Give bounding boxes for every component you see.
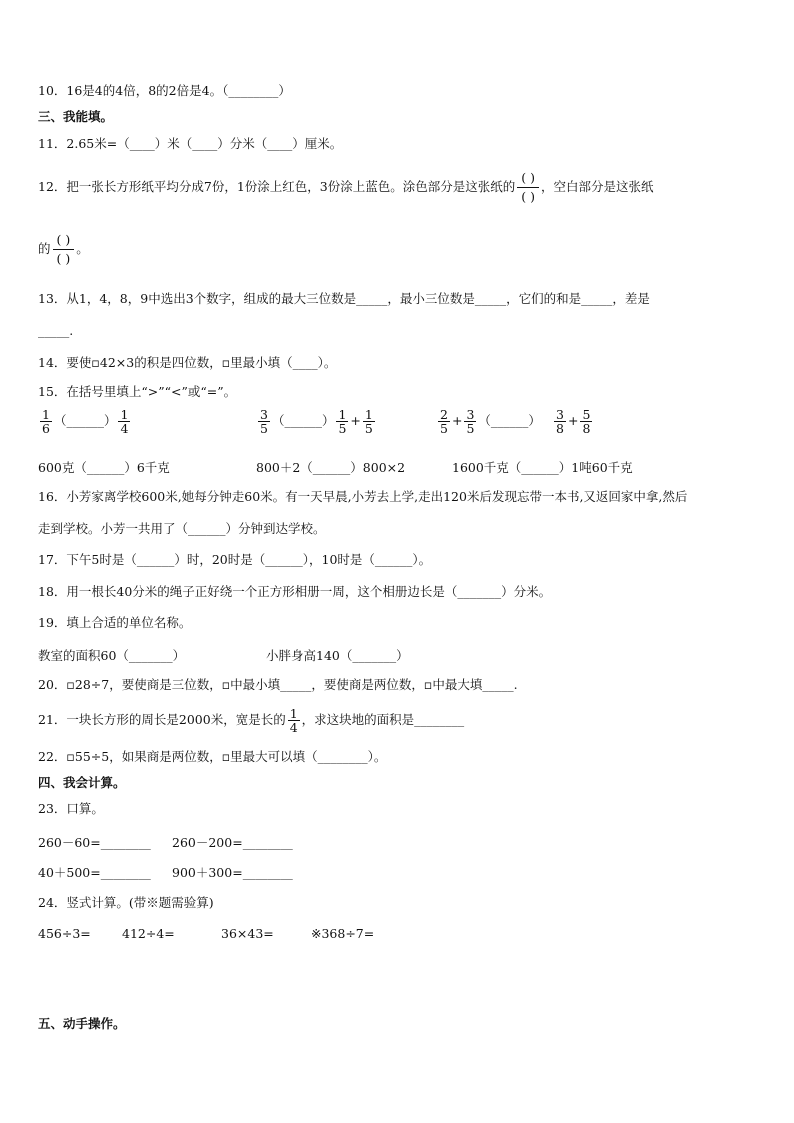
fraction-blank: $\frac{( )}{( )}$ <box>517 169 539 206</box>
fraction-blank: $\frac{( )}{( )}$ <box>53 231 75 268</box>
compare-item-5: 600克（______）6千克 <box>38 460 170 475</box>
question-13: 13．从1，4，8，9中选出3个数字，组成的最大三位数是_____，最小三位数是_____，它们的和是_____，差是 <box>38 291 650 306</box>
compare-item-1: $\frac{1}{6}$ （______） $\frac{1}{4}$ <box>42 407 129 436</box>
mental-calc-item: 40＋500=________ <box>38 865 151 880</box>
compare-item-4: $\frac{3}{8}$ + $\frac{5}{8}$ <box>556 407 591 436</box>
question-19: 19．填上合适的单位名称。 <box>38 615 192 630</box>
question-19-a: 教室的面积60（_______） <box>38 648 186 663</box>
question-24: 24．竖式计算。(带※题需验算) <box>38 895 214 910</box>
question-23: 23．口算。 <box>38 801 104 816</box>
question-12-cont: 的 $\frac{( )}{( )}$ 。 <box>38 232 89 266</box>
question-15: 15．在括号里填上“>”“<”或“=”。 <box>38 384 237 399</box>
question-12-text-mid: ，空白部分是这张纸 <box>541 179 654 194</box>
mental-calc-item: 260－60=________ <box>38 835 151 850</box>
mental-calc-item: 900＋300=________ <box>172 865 293 880</box>
compare-item-6: 800＋2（______）800×2 <box>256 460 406 475</box>
question-10: 10．16是4的4倍，8的2倍是4。（________） <box>38 83 291 98</box>
question-21: 21．一块长方形的周长是2000米，宽是长的 $\frac{1}{4}$ ，求这块地的面积是________ <box>38 706 465 735</box>
question-18: 18．用一根长40分米的绳子正好绕一个正方形相册一周，这个相册边长是（_______）分米。 <box>38 584 552 599</box>
question-13-cont: _____. <box>38 323 74 338</box>
written-calc-item: 412÷4= <box>122 926 175 941</box>
question-22: 22．▫55÷5，如果商是两位数，▫里最大可以填（________）。 <box>38 749 387 764</box>
written-calc-item: ※368÷7= <box>311 926 375 941</box>
question-11: 11．2.65米=（____）米（____）分米（____）厘米。 <box>38 136 343 151</box>
section-4-title: 四、我会计算。 <box>38 775 126 790</box>
question-16-cont: 走到学校。小芳一共用了（______）分钟到达学校。 <box>38 521 326 536</box>
compare-item-7: 1600千克（______）1吨60千克 <box>452 460 633 475</box>
written-calc-item: 456÷3= <box>38 926 91 941</box>
question-12-text: 12．把一张长方形纸平均分成7份，1份涂上红色，3份涂上蓝色。涂色部分是这张纸的 <box>38 179 516 194</box>
fraction: $\frac{1}{4}$ <box>289 706 298 735</box>
compare-item-3: $\frac{2}{5}$ + $\frac{3}{5}$ （______） <box>440 407 541 436</box>
question-12 <box>38 168 654 206</box>
question-20: 20．▫28÷7，要使商是三位数，▫中最小填_____，要使商是两位数，▫中最大填_____. <box>38 677 518 692</box>
question-16: 16．小芳家离学校600米,她每分钟走60米。有一天早晨,小芳去上学,走出120米后发现忘带一本书,又返回家中拿,然后 <box>38 489 688 504</box>
section-5-title: 五、动手操作。 <box>38 1016 126 1031</box>
question-19-b: 小胖身高140（_______） <box>266 648 409 663</box>
section-3-title: 三、我能填。 <box>38 109 114 124</box>
mental-calc-item: 260－200=________ <box>172 835 293 850</box>
compare-item-2: $\frac{3}{5}$ （______） $\frac{1}{5}$ + $\frac{1}{5}$ <box>260 407 373 436</box>
written-calc-item: 36×43= <box>221 926 274 941</box>
question-17: 17．下午5时是（______）时，20时是（______），10时是（______）。 <box>38 552 432 567</box>
question-14: 14．要使▫42×3的积是四位数，▫里最小填（____）。 <box>38 355 337 370</box>
